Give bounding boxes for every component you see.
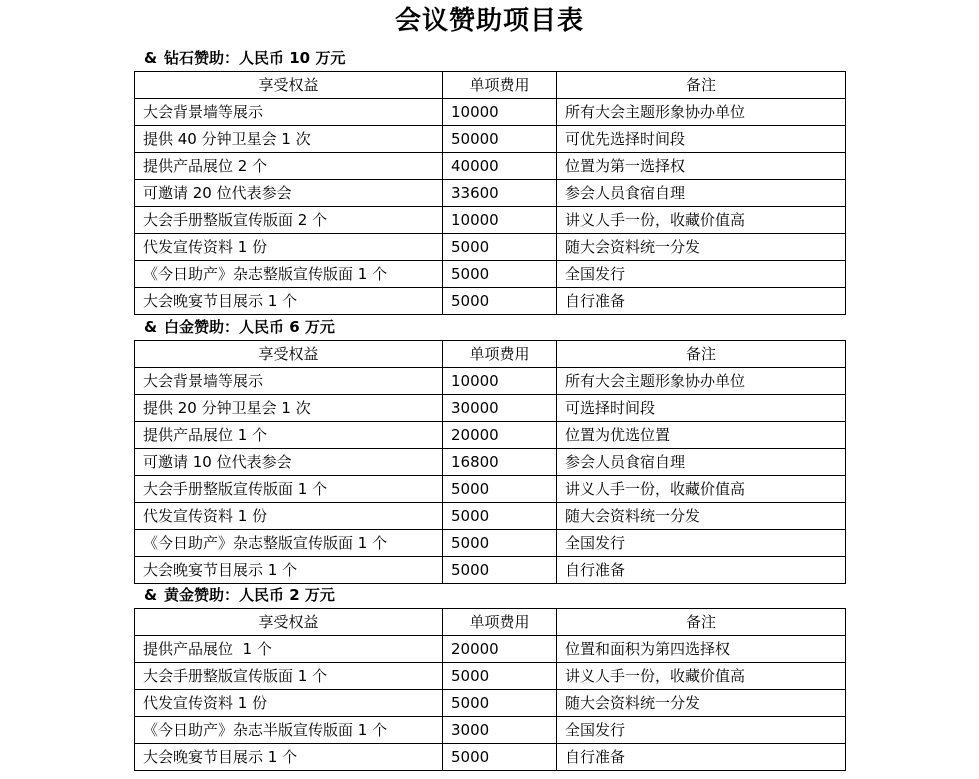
table-row [135, 99, 846, 126]
table-header-row [135, 609, 846, 636]
note-cell: 参会人员食宿自理 [557, 449, 846, 476]
table-row [135, 422, 846, 449]
benefit-cell: 《今日助产》杂志半版宣传版面 1 个 [135, 717, 443, 744]
benefit-cell: 提供产品展位 1 个 [135, 636, 443, 663]
header-note: 备注 [557, 609, 846, 636]
table-row [135, 663, 846, 690]
cost-cell: 33600 [443, 180, 557, 207]
benefit-cell: 大会手册整版宣传版面 2 个 [135, 207, 443, 234]
cost-cell: 5000 [443, 234, 557, 261]
note-cell: 全国发行 [557, 530, 846, 557]
benefit-cell: 大会晚宴节目展示 1 个 [135, 288, 443, 315]
cost-cell: 5000 [443, 557, 557, 584]
benefit-cell: 大会手册整版宣传版面 1 个 [135, 476, 443, 503]
note-cell: 参会人员食宿自理 [557, 180, 846, 207]
cost-cell: 10000 [443, 207, 557, 234]
cost-cell: 50000 [443, 126, 557, 153]
cost-cell: 5000 [443, 261, 557, 288]
header-note: 备注 [557, 341, 846, 368]
benefit-cell: 《今日助产》杂志整版宣传版面 1 个 [135, 261, 443, 288]
benefit-cell: 提供产品展位 2 个 [135, 153, 443, 180]
diamond-sponsorship-table [134, 71, 846, 315]
benefit-cell: 代发宣传资料 1 份 [135, 503, 443, 530]
note-cell: 可优先选择时间段 [557, 126, 846, 153]
note-cell: 自行准备 [557, 288, 846, 315]
cost-cell: 10000 [443, 368, 557, 395]
note-cell: 讲义人手一份，收藏价值高 [557, 207, 846, 234]
cost-cell: 40000 [443, 153, 557, 180]
benefit-cell: 《今日助产》杂志整版宣传版面 1 个 [135, 530, 443, 557]
benefit-cell: 可邀请 10 位代表参会 [135, 449, 443, 476]
note-cell: 可选择时间段 [557, 395, 846, 422]
note-cell: 随大会资料统一分发 [557, 503, 846, 530]
cost-cell: 5000 [443, 476, 557, 503]
note-cell: 全国发行 [557, 717, 846, 744]
table-row [135, 288, 846, 315]
table-row [135, 180, 846, 207]
note-cell: 讲义人手一份，收藏价值高 [557, 663, 846, 690]
table-row [135, 744, 846, 771]
note-cell: 全国发行 [557, 261, 846, 288]
note-cell: 位置为优选位置 [557, 422, 846, 449]
table-row [135, 717, 846, 744]
section-heading-text: 钻石赞助：人民币 10 万元 [164, 49, 346, 67]
cost-cell: 10000 [443, 99, 557, 126]
bullet-marker: & [144, 49, 158, 67]
note-cell: 自行准备 [557, 744, 846, 771]
cost-cell: 16800 [443, 449, 557, 476]
cost-cell: 5000 [443, 288, 557, 315]
note-cell: 位置和面积为第四选择权 [557, 636, 846, 663]
table-row [135, 153, 846, 180]
cost-cell: 5000 [443, 503, 557, 530]
page-title: 会议赞助项目表 [394, 6, 584, 36]
header-cost: 单项费用 [443, 72, 557, 99]
cost-cell: 20000 [443, 636, 557, 663]
cost-cell: 5000 [443, 530, 557, 557]
table-header-row [135, 341, 846, 368]
table-header-row [135, 72, 846, 99]
benefit-cell: 大会背景墙等展示 [135, 368, 443, 395]
cost-cell: 20000 [443, 422, 557, 449]
platinum-sponsorship-table [134, 340, 846, 584]
benefit-cell: 提供 20 分钟卫星会 1 次 [135, 395, 443, 422]
table-row [135, 368, 846, 395]
benefit-cell: 代发宣传资料 1 份 [135, 690, 443, 717]
cost-cell: 5000 [443, 690, 557, 717]
header-cost: 单项费用 [443, 341, 557, 368]
header-benefit: 享受权益 [135, 72, 443, 99]
table-row [135, 557, 846, 584]
benefit-cell: 大会晚宴节目展示 1 个 [135, 557, 443, 584]
bullet-marker: & [144, 318, 158, 336]
benefit-cell: 提供 40 分钟卫星会 1 次 [135, 126, 443, 153]
bullet-marker: & [144, 586, 158, 604]
header-benefit: 享受权益 [135, 341, 443, 368]
benefit-cell: 提供产品展位 1 个 [135, 422, 443, 449]
table-row [135, 234, 846, 261]
section-heading-text: 黄金赞助：人民币 2 万元 [164, 586, 335, 604]
benefit-cell: 可邀请 20 位代表参会 [135, 180, 443, 207]
table-row [135, 636, 846, 663]
note-cell: 自行准备 [557, 557, 846, 584]
table-row [135, 449, 846, 476]
note-cell: 所有大会主题形象协办单位 [557, 368, 846, 395]
benefit-cell: 大会手册整版宣传版面 1 个 [135, 663, 443, 690]
table-row [135, 395, 846, 422]
section-heading-text: 白金赞助：人民币 6 万元 [164, 318, 335, 336]
benefit-cell: 大会晚宴节目展示 1 个 [135, 744, 443, 771]
cost-cell: 3000 [443, 717, 557, 744]
header-note: 备注 [557, 72, 846, 99]
note-cell: 随大会资料统一分发 [557, 690, 846, 717]
header-benefit: 享受权益 [135, 609, 443, 636]
gold-sponsorship-table [134, 608, 846, 771]
table-row [135, 690, 846, 717]
note-cell: 位置为第一选择权 [557, 153, 846, 180]
cost-cell: 5000 [443, 744, 557, 771]
benefit-cell: 代发宣传资料 1 份 [135, 234, 443, 261]
benefit-cell: 大会背景墙等展示 [135, 99, 443, 126]
cost-cell: 5000 [443, 663, 557, 690]
section-heading-platinum [144, 315, 335, 339]
note-cell: 随大会资料统一分发 [557, 234, 846, 261]
note-cell: 所有大会主题形象协办单位 [557, 99, 846, 126]
table-row [135, 261, 846, 288]
section-heading-diamond [144, 46, 345, 70]
cost-cell: 30000 [443, 395, 557, 422]
table-row [135, 530, 846, 557]
table-row [135, 126, 846, 153]
note-cell: 讲义人手一份，收藏价值高 [557, 476, 846, 503]
table-row [135, 503, 846, 530]
header-cost: 单项费用 [443, 609, 557, 636]
table-row [135, 207, 846, 234]
section-heading-gold [144, 583, 335, 607]
table-row [135, 476, 846, 503]
